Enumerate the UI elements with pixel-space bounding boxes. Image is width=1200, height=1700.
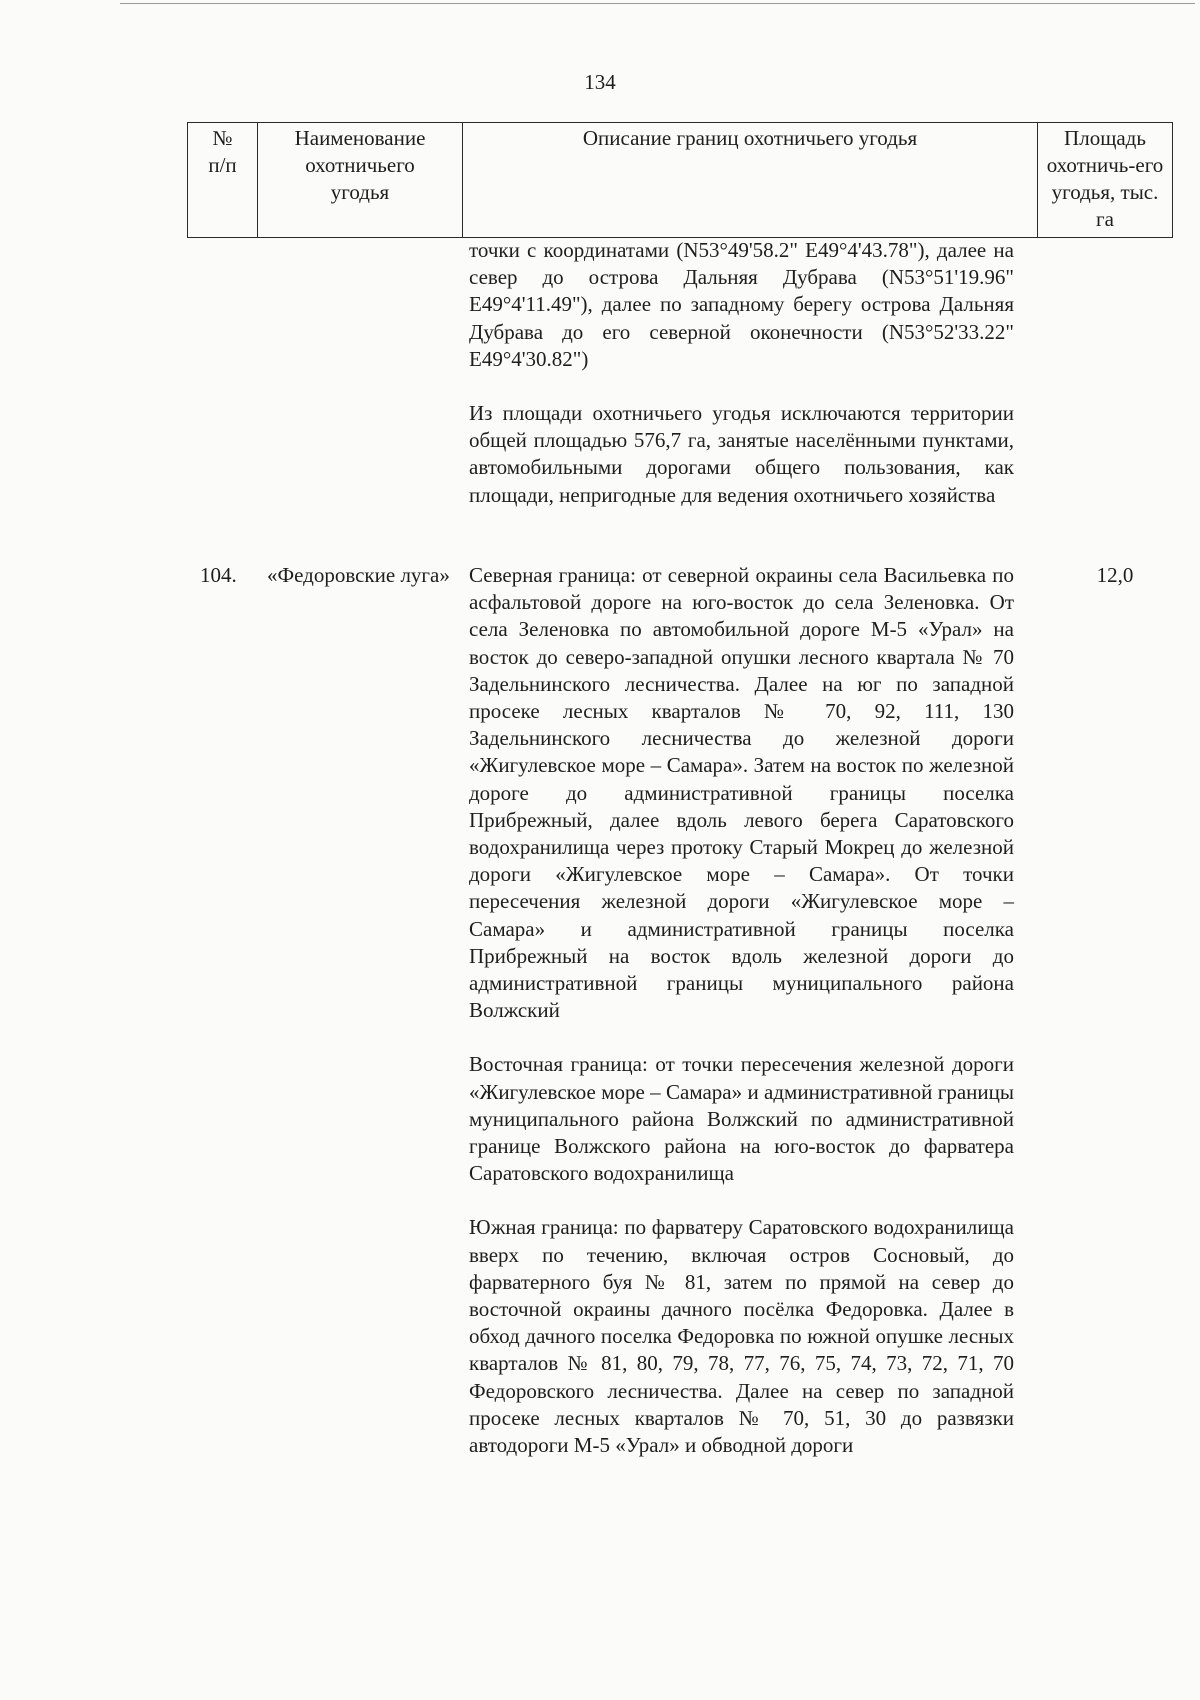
hunting-grounds-table-header bbox=[187, 122, 1173, 238]
header-number: № п/п bbox=[188, 123, 258, 238]
header-name: Наименование охотничьего угодья bbox=[258, 123, 463, 238]
scan-top-edge bbox=[120, 3, 1195, 4]
continued-description bbox=[469, 237, 1014, 536]
header-description: Описание границ охотничьего угодья bbox=[463, 123, 1038, 238]
description-paragraph: Восточная граница: от точки пересечения железной дороги «Жигулевское море – Самара» и административной границы муниципального района Волжский по административной границе Волжского района на юго-восток до фарватера Саратовского водохранилища bbox=[469, 1052, 1014, 1186]
page-number: 134 bbox=[584, 70, 616, 94]
entry-number: 104. bbox=[200, 563, 237, 587]
entry-name: «Федоровские луга» bbox=[267, 563, 450, 587]
description-paragraph: Из площади охотничьего угодья исключаются территории общей площадью 576,7 га, занятые населёнными пунктами, автомобильными дорогами общего пользования, как площади, непригодные для ведения охотничьего хозяйства bbox=[469, 401, 1014, 507]
entry-description bbox=[469, 562, 1014, 1486]
description-paragraph: Северная граница: от северной окраины села Васильевка по асфальтовой дороге на юго-восток до села Зеленовка. От села Зеленовка по автомобильной дороге М-5 «Урал» на восток до северо-западной опушки лесного квартала № 70 Задельнинского лесничества. Далее на юг по западной просеке лесных кварталов № 70, 92, 111, 130 Задельнинского лесничества до железной дороги «Жигулевское море – Самара». Затем на восток по железной дороге до административной границы поселка Прибрежный, далее вдоль левого берега Саратовского водохранилища через протоку Старый Мокрец до железной дороги «Жигулевское море – Самара». От точки пересечения железной дороги «Жигулевское море – Самара» и административной границы поселка Прибрежный на восток вдоль железной дороги до административной границы муниципального района Волжский bbox=[469, 563, 1014, 1023]
entry-area: 12,0 bbox=[1096, 563, 1134, 587]
header-area: Площадь охотничь-его угодья, тыс. га bbox=[1038, 123, 1173, 238]
description-paragraph: Южная граница: по фарватеру Саратовского водохранилища вверх по течению, включая остров Сосновый, до фарватерного буя № 81, затем по прямой на север до восточной окраины дачного посёлка Федоровка. Далее в обход дачного поселка Федоровка по южной опушке лесных кварталов № 81, 80, 79, 78, 77, 76, 75, 74, 73, 72, 71, 70 Федоровского лесничества. Далее на север по западной просеке лесных кварталов № 70, 51, 30 до развязки автодороги М-5 «Урал» и обводной дороги bbox=[469, 1215, 1014, 1458]
description-paragraph: точки с координатами (N53°49'58.2" E49°4'43.78"), далее на север до острова Дальняя Дубрава (N53°51'19.96" E49°4'11.49"), далее по западному берегу острова Дальняя Дубрава до его северной оконечности (N53°52'33.22" E49°4'30.82") bbox=[469, 238, 1014, 371]
